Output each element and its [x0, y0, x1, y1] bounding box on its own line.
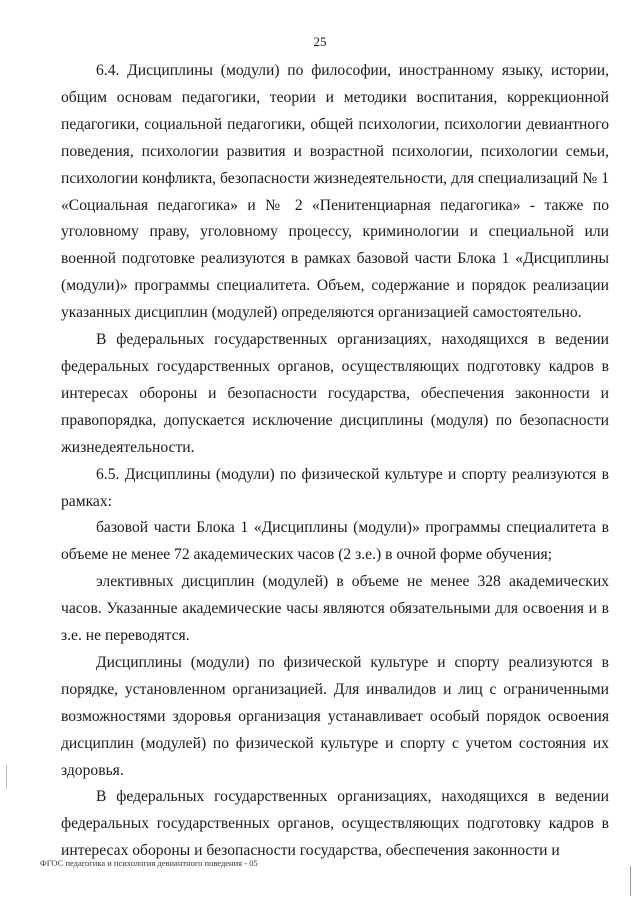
paragraph-elective: элективных дисциплин (модулей) в объеме не менее 328 академических часов. Указанные академические часы являются обязательными для освоения и в з.е. не переводятся. — [61, 573, 609, 645]
paragraph-federal-organizations: В федеральных государственных организациях, находящихся в ведении федеральных государственных органов, осуществляющих подготовку кадров в интересах обороны и безопасности государства, обеспечения законности и правопорядка, допускается исключение дисциплины (модуля) по безопасности жизнедеятельности. — [61, 331, 609, 456]
page-number: 25 — [313, 34, 327, 49]
paragraph-federal-organizations-2: В федеральных государственных организациях, находящихся в ведении федеральных государственных органов, осуществляющих подготовку кадров в интересах обороны и безопасности государства, обеспечения законности и — [61, 788, 609, 860]
paragraph-6-4: 6.4. Дисциплины (модули) по философии, иностранному языку, истории, общим основам педагогики, теории и методики воспитания, коррекционной педагогики, социальной педагогики, общей психологии, психологии девиантного поведения, психологии развития и возрастной психологии, психологии семьи, психологии конфликта, безопасности жизнедеятельности, для специализаций № 1 «Социальная педагогика» и № 2 «Пенитенциарная педагогика» - также по уголовному праву, уголовному процессу, криминологии и специальной или военной подготовке реализуются в рамках базовой части Блока 1 «Дисциплины (модули)» программы специалитета. Объем, содержание и порядок реализации указанных дисциплин (модулей) определяются организацией самостоятельно. — [61, 62, 609, 322]
paragraph-base-part: базовой части Блока 1 «Дисциплины (модули)» программы специалитета в объеме не менее 72 академических часов (2 з.е.) в очной форме обучения; — [61, 519, 609, 564]
paragraph-6-5: 6.5. Дисциплины (модули) по физической культуре и спорту реализуются в рамках: — [61, 465, 609, 510]
scan-artifact-right — [630, 866, 631, 896]
page-footer: ФГОС педагогика и психология девиантного поведения - 05 — [40, 858, 258, 868]
document-body — [61, 58, 609, 865]
scan-artifact-left — [6, 765, 7, 789]
paragraph-order: Дисциплины (модули) по физической культуре и спорту реализуются в порядке, установленном организацией. Для инвалидов и лиц с ограниченными возможностями здоровья организация устанавливает особый порядок освоения дисциплин (модулей) по физической культуре и спорту с учетом состояния их здоровья. — [61, 653, 609, 779]
